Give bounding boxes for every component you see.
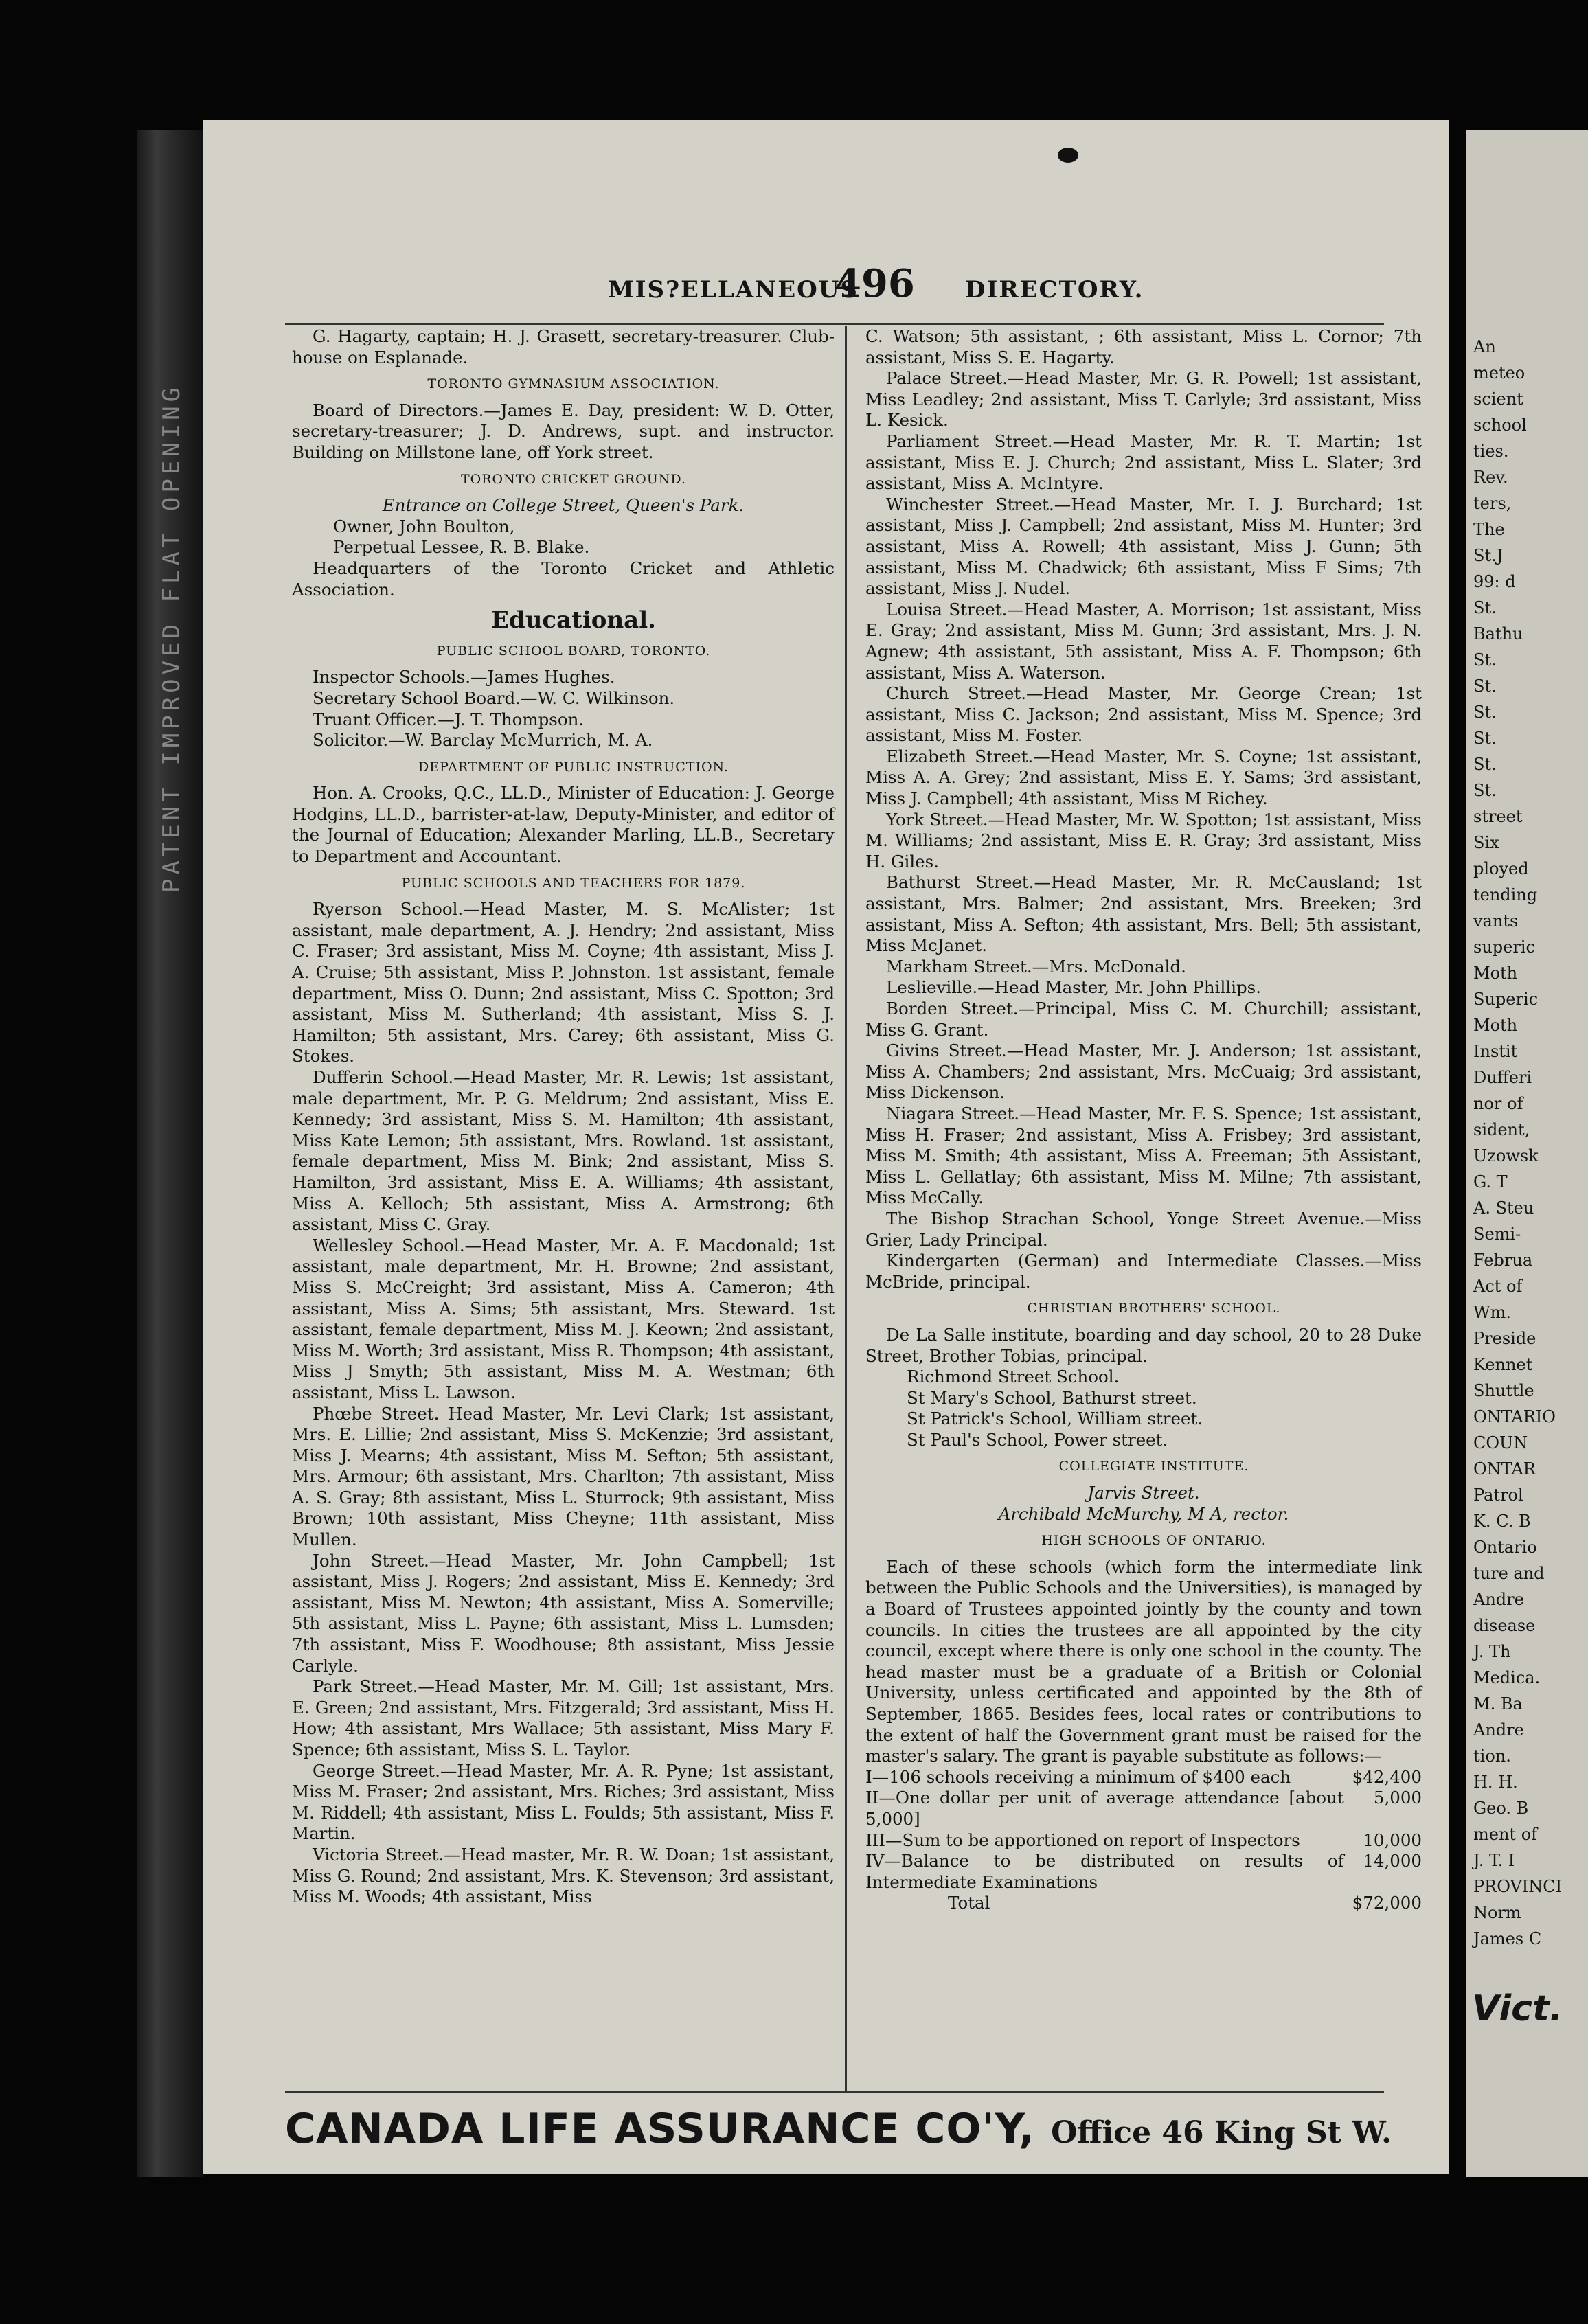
adjacent-page-fragment: The (1473, 520, 1505, 539)
paragraph: Parliament Street.—Head Master, Mr. R. T. Martin; 1st assistant, Miss E. J. Church; 2nd assistant, Miss L. Slater; 3rd assistant, Miss A. McIntyre. (865, 431, 1422, 494)
paragraph: Winchester Street.—Head Master, Mr. I. J. Burchard; 1st assistant, Miss J. Campbell; 2nd assistant, Miss M. Hunter; 3rd assistant, Miss A. Rowell; 4th assistant, Miss J. Gunn; 5th assistant, Miss M. Chadwick; 6th assistant, Miss F Sims; 7th assistant, Miss J. Nudel. (865, 494, 1422, 599)
adjacent-page-fragment: Februa (1473, 1251, 1533, 1270)
adjacent-page-fragment: St. (1473, 781, 1497, 800)
column-divider (845, 326, 847, 2091)
adjacent-page-fragment: Six (1473, 833, 1499, 852)
right-column (865, 326, 1422, 1914)
adjacent-page-fragment: Geo. B (1473, 1799, 1529, 1818)
adjacent-page-fragment: disease (1473, 1616, 1536, 1635)
section-heading: PUBLIC SCHOOLS AND TEACHERS FOR 1879. (401, 875, 746, 891)
paragraph: Truant Officer.—J. T. Thompson. (313, 709, 585, 729)
adjacent-page-fragment: Rev. (1473, 468, 1508, 487)
directory-page (203, 120, 1449, 2174)
advert-banner (285, 2105, 1418, 2167)
section-heading: CHRISTIAN BROTHERS' SCHOOL. (1027, 1301, 1281, 1317)
grant-row (865, 1851, 1422, 1893)
paragraph: Park Street.—Head Master, Mr. M. Gill; 1st assistant, Mrs. E. Green; 2nd assistant, Mrs. Fitzgerald; 3rd assistant, Miss H. How; 4th assistant, Mrs Wallace; 5th assistant, Miss Mary F. Spence; 6th assistant, Miss S. L. Taylor. (292, 1676, 835, 1759)
paragraph: Ryerson School.—Head Master, M. S. McAlister; 1st assistant, male department, A. J. Hendry; 2nd assistant, Miss C. Fraser; 3rd assistant, Miss M. Coyne; 4th assistant, Miss J. A. Cruise; 5th assistant, Miss P. Johnston. 1st assistant, female department, Miss O. Dunn; 2nd assistant, Miss C. Spotton; 3rd assistant, Miss M. Sutherland; 4th assistant, Miss S. J. Hamilton; 5th assistant, Mrs. Carey; 6th assistant, Miss G. Stokes. (292, 899, 835, 1067)
adjacent-page-fragment: COUN (1473, 1433, 1528, 1452)
adjacent-page-fragment: Andre (1473, 1720, 1524, 1740)
paragraph: Church Street.—Head Master, Mr. George Crean; 1st assistant, Miss C. Jackson; 2nd assistant, Miss M. Spence; 3rd assistant, Miss M. Foster. (865, 683, 1422, 746)
paragraph: Leslieville.—Head Master, Mr. John Phillips. (886, 977, 1262, 998)
paragraph: Headquarters of the Toronto Cricket and Athletic Association. (292, 558, 835, 600)
adjacent-page-fragment: sident, (1473, 1120, 1530, 1139)
grant-amount: $42,400 (1352, 1766, 1422, 1787)
adjacent-page-fragment: A. Steu (1473, 1198, 1534, 1218)
adjacent-page-advert: Vict. (1472, 1988, 1563, 2029)
paragraph: Each of these schools (which form the intermediate link between the Public Schools and the Universities), is managed by a Board of Trustees appointed jointly by the county and town councils. In cities the trustees are all appointed by the city council, except where there is only one school in the county. The head master must be a graduate of a British or Colonial University, unless certificated and appointed by the 8th of September, 1865. Besides fees, local rates or contributions to the extent of half the Government grant must be raised for the master's salary. The grant is payable substitute as follows:— (865, 1556, 1422, 1766)
grant-amount: 10,000 (1363, 1830, 1422, 1850)
adjacent-page-fragment: K. C. B (1473, 1512, 1531, 1531)
adjacent-page-edge (1466, 130, 1588, 2177)
paragraph: Bathurst Street.—Head Master, Mr. R. McCausland; 1st assistant, Mrs. Balmer; 2nd assistant, Mrs. Breeken; 3rd assistant, Miss A. Sefton; 4th assistant, Mrs. Bell; 5th assistant, Miss McJanet. (865, 872, 1422, 956)
paragraph: Louisa Street.—Head Master, A. Morrison; 1st assistant, Miss E. Gray; 2nd assistant, Miss M. Gunn; 3rd assistant, Mrs. J. N. Agnew; 4th assistant, 5th assistant, Miss A. F. Thompson; 6th assistant, Miss A. Waterson. (865, 599, 1422, 683)
adjacent-page-fragment: St. (1473, 755, 1497, 774)
section-heading: HIGH SCHOOLS OF ONTARIO. (1041, 1533, 1267, 1549)
adjacent-page-fragment: Act of (1473, 1277, 1523, 1296)
left-column (292, 326, 835, 1908)
header-left-word: MIS?ELLANEOUS (608, 276, 859, 304)
adjacent-page-fragment: Norm (1473, 1903, 1521, 1922)
centered-line: Archibald McMurchy, M A, rector. (998, 1503, 1289, 1524)
adjacent-page-fragment: St.J (1473, 546, 1504, 565)
adjacent-page-fragment: ties. (1473, 442, 1509, 461)
paragraph: Niagara Street.—Head Master, Mr. F. S. Spence; 1st assistant, Miss H. Fraser; 2nd assistant, Miss A. Frisbey; 3rd assistant, Miss M. Smith; 4th assistant, Miss A. Freeman; 5th Assistant, Miss L. Gellatlay; 6th assistant, Miss M. Milne; 7th assistant, Miss McCally. (865, 1103, 1422, 1208)
adjacent-page-fragment: nor of (1473, 1094, 1523, 1113)
adjacent-page-fragment: Superic (1473, 990, 1539, 1009)
adjacent-page-fragment: ters, (1473, 494, 1512, 513)
spine-text: PATENT IMPROVED FLAT OPENING (158, 383, 185, 893)
adjacent-page-fragment: superic (1473, 937, 1535, 957)
indented-line: Perpetual Lessee, R. B. Blake. (333, 537, 590, 558)
section-heading: PUBLIC SCHOOL BOARD, TORONTO. (436, 643, 711, 659)
adjacent-page-fragment: tending (1473, 885, 1538, 904)
adjacent-page-fragment: meteo (1473, 363, 1525, 383)
grant-row (865, 1788, 1422, 1830)
paragraph: Victoria Street.—Head master, Mr. R. W. Doan; 1st assistant, Miss G. Round; 2nd assistant, Mrs. K. Stevenson; 3rd assistant, Miss M. Woods; 4th assistant, Miss (292, 1844, 835, 1907)
adjacent-page-fragment: Moth (1473, 1016, 1518, 1035)
grant-row (865, 1830, 1422, 1852)
right-column-body (865, 326, 1422, 1767)
adjacent-page-fragment: St. (1473, 650, 1497, 670)
adjacent-page-fragment: 99: d (1473, 572, 1516, 591)
adjacent-page-fragment: G. T (1473, 1172, 1508, 1192)
adjacent-page-fragment: Preside (1473, 1329, 1536, 1348)
adjacent-page-fragment: ture and (1473, 1564, 1545, 1583)
header-right-word: DIRECTORY. (965, 276, 1144, 304)
paragraph: De La Salle institute, boarding and day school, 20 to 28 Duke Street, Brother Tobias, principal. (865, 1324, 1422, 1366)
adjacent-page-fragment: Andre (1473, 1590, 1524, 1609)
centered-line: Jarvis Street. (1087, 1483, 1200, 1503)
grant-amount: 5,000 (1373, 1788, 1422, 1808)
adjacent-page-fragment: ployed (1473, 859, 1529, 878)
paragraph: Inspector Schools.—James Hughes. (313, 667, 615, 687)
adjacent-page-fragment: Kennet (1473, 1355, 1533, 1374)
section-title: Educational. (491, 606, 656, 635)
adjacent-page-fragment: Bathu (1473, 624, 1523, 643)
film-border-left (0, 0, 151, 2324)
paragraph: Wellesley School.—Head Master, Mr. A. F. Macdonald; 1st assistant, male department, Mr. H. Browne; 2nd assistant, Miss S. McCreight; 3rd assistant, Miss A. Cameron; 4th assistant, Miss A. Sims; 5th assistant, Mrs. Steward. 1st assistant, female department, Miss M. J. Keown; 2nd assistant, Miss M. Worth; 3rd assistant, Miss R. Thompson; 4th assistant, Miss J Smyth; 5th assistant, Miss M. A. Westman; 6th assistant, Miss L. Lawson. (292, 1235, 835, 1402)
section-heading: COLLEGIATE INSTITUTE. (1058, 1459, 1249, 1474)
paragraph: York Street.—Head Master, Mr. W. Spotton; 1st assistant, Miss M. Williams; 2nd assistant, Miss E. R. Gray; 3rd assistant, Miss H. Giles. (865, 809, 1422, 872)
adjacent-page-fragment: Shuttle (1473, 1381, 1534, 1400)
adjacent-page-fragment: H. H. (1473, 1773, 1518, 1792)
grant-label: II—One dollar per unit of average attendance [about 5,000] (865, 1788, 1344, 1829)
adjacent-page-fragment: St. (1473, 598, 1497, 617)
adjacent-page-fragment: J. T. I (1473, 1851, 1515, 1870)
adjacent-page-fragment: M. Ba (1473, 1694, 1523, 1713)
paragraph: G. Hagarty, captain; H. J. Grasett, secretary-treasurer. Club-house on Esplanade. (292, 326, 835, 367)
grant-amount: $72,000 (1352, 1893, 1422, 1913)
paragraph: C. Watson; 5th assistant, ; 6th assistant, Miss L. Cornor; 7th assistant, Miss S. E. Hagarty. (865, 326, 1422, 367)
paragraph: Palace Street.—Head Master, Mr. G. R. Powell; 1st assistant, Miss Leadley; 2nd assistant, Miss T. Carlyle; 3rd assistant, Miss L. Kesick. (865, 368, 1422, 431)
paragraph: The Bishop Strachan School, Yonge Street Avenue.—Miss Grier, Lady Principal. (865, 1208, 1422, 1250)
adjacent-page-fragment: vants (1473, 911, 1519, 931)
paragraph: Markham Street.—Mrs. McDonald. (886, 956, 1186, 977)
indented-line: St Mary's School, Bathurst street. (907, 1387, 1197, 1408)
grant-label: Total (948, 1893, 990, 1913)
paragraph: Secretary School Board.—W. C. Wilkinson. (313, 687, 675, 708)
grant-label: IV—Balance to be distributed on results of Intermediate Examinations (865, 1851, 1344, 1892)
paragraph: Kindergarten (German) and Intermediate Classes.—Miss McBride, principal. (865, 1251, 1422, 1292)
adjacent-page-fragment: Medica. (1473, 1668, 1541, 1687)
adjacent-page-fragment: St. (1473, 703, 1497, 722)
indented-line: Richmond Street School. (907, 1367, 1120, 1387)
paragraph: Borden Street.—Principal, Miss C. M. Churchill; assistant, Miss G. Grant. (865, 999, 1422, 1040)
adjacent-page-fragment: tion. (1473, 1746, 1511, 1766)
section-heading: TORONTO CRICKET GROUND. (460, 471, 686, 487)
adjacent-page-fragment: scient (1473, 389, 1523, 409)
adjacent-page-fragment: St. (1473, 729, 1497, 748)
page-number: 496 (835, 261, 915, 306)
page-header (608, 261, 1363, 309)
grant-table (865, 1767, 1422, 1914)
adjacent-page-fragment: Wm. (1473, 1303, 1512, 1322)
adjacent-page-fragment: school (1473, 415, 1527, 435)
paragraph: Givins Street.—Head Master, Mr. J. Anderson; 1st assistant, Miss A. Chambers; 2nd assistant, Mrs. McCuaig; 3rd assistant, Miss Dickenson. (865, 1040, 1422, 1103)
grant-label: III—Sum to be apportioned on report of Inspectors (865, 1830, 1300, 1850)
paragraph: Elizabeth Street.—Head Master, Mr. S. Coyne; 1st assistant, Miss A. A. Grey; 2nd assistant, Miss E. Y. Sams; 3rd assistant, Miss J. Campbell; 4th assistant, Miss M Richey. (865, 746, 1422, 809)
centered-line: Entrance on College Street, Queen's Park. (382, 495, 745, 516)
grant-row (865, 1893, 1422, 1914)
paragraph: Hon. A. Crooks, Q.C., LL.D., Minister of Education: J. George Hodgins, LL.D., barrister-at-law, Deputy-Minister, and editor of the Journal of Education; Alexander Marling, LL.B., Secretary to Department and Accountant. (292, 783, 835, 867)
grant-label: I—106 schools receiving a minimum of $400 each (865, 1766, 1291, 1787)
advert-company: CANADA LIFE ASSURANCE CO'Y, (285, 2105, 1036, 2153)
adjacent-page-fragment: PROVINCI (1473, 1877, 1563, 1896)
ink-blot (1058, 148, 1078, 163)
adjacent-page-fragment: Semi- (1473, 1224, 1521, 1244)
grant-row (865, 1767, 1422, 1788)
adjacent-page-fragment: ONTAR (1473, 1459, 1536, 1479)
adjacent-page-fragment: ment of (1473, 1825, 1538, 1844)
section-heading: DEPARTMENT OF PUBLIC INSTRUCTION. (418, 759, 729, 775)
adjacent-page-fragment: James C (1473, 1929, 1542, 1948)
indented-line: St Paul's School, Power street. (907, 1429, 1168, 1450)
paragraph: John Street.—Head Master, Mr. John Campbell; 1st assistant, Miss J. Rogers; 2nd assistant, Miss E. Kennedy; 3rd assistant, Miss M. Newton; 4th assistant, Miss A. Somerville; 5th assistant, Miss L. Payne; 6th assistant, Miss L. Lumsden; 7th assistant, Miss F. Woodhouse; 8th assistant, Miss Jessie Carlyle. (292, 1550, 835, 1676)
adjacent-page-fragment: St. (1473, 676, 1497, 696)
header-rule (285, 323, 1384, 325)
adjacent-page-fragment: Patrol (1473, 1485, 1523, 1505)
footer-rule (285, 2091, 1384, 2093)
adjacent-page-fragment: An (1473, 337, 1496, 356)
paragraph: Dufferin School.—Head Master, Mr. R. Lewis; 1st assistant, male department, Mr. P. G. Meldrum; 2nd assistant, Miss E. Kennedy; 3rd assistant, Miss S. M. Hamilton; 4th assistant, Miss Kate Lemon; 5th assistant, Mrs. Rowland. 1st assistant, female department, Miss M. Bink; 2nd assistant, Miss S. Hamilton, 3rd assistant, Miss E. A. Williams; 4th assistant, Miss A. Kelloch; 5th assistant, Miss A. Armstrong; 6th assistant, Miss C. Gray. (292, 1067, 835, 1235)
paragraph: George Street.—Head Master, Mr. A. R. Pyne; 1st assistant, Miss M. Fraser; 2nd assistant, Mrs. Riches; 3rd assistant, Miss M. Riddell; 4th assistant, Miss L. Foulds; 5th assistant, Miss F. Martin. (292, 1760, 835, 1844)
paragraph: Phœbe Street. Head Master, Mr. Levi Clark; 1st assistant, Mrs. E. Lillie; 2nd assistant, Miss S. McKenzie; 3rd assistant, Miss J. Mearns; 4th assistant, Miss M. Sefton; 5th assistant, Mrs. Armour; 6th assistant, Mrs. Charlton; 7th assistant, Miss A. S. Gray; 8th assistant, Miss L. Sturrock; 9th assistant, Miss Brown; 10th assistant, Miss Cheyne; 11th assistant, Miss Mullen. (292, 1403, 835, 1550)
adjacent-page-fragment: street (1473, 807, 1523, 826)
section-heading: TORONTO GYMNASIUM ASSOCIATION. (427, 376, 720, 392)
adjacent-page-fragment: Instit (1473, 1042, 1518, 1061)
adjacent-page-fragment: J. Th (1473, 1642, 1511, 1661)
grant-amount: 14,000 (1363, 1851, 1422, 1871)
paragraph: Solicitor.—W. Barclay McMurrich, M. A. (313, 730, 653, 751)
adjacent-page-fragment: Ontario (1473, 1538, 1537, 1557)
adjacent-page-fragment: Dufferi (1473, 1068, 1532, 1087)
paragraph: Board of Directors.—James E. Day, president: W. D. Otter, secretary-treasurer; J. D. Andrews, supt. and instructor. Building on Millstone lane, off York street. (292, 400, 835, 462)
adjacent-page-fragment: Moth (1473, 964, 1518, 983)
advert-office: Office 46 King St W. (1051, 2115, 1392, 2150)
indented-line: St Patrick's School, William street. (907, 1409, 1203, 1429)
adjacent-page-fragment: ONTARIO (1473, 1407, 1556, 1426)
indented-line: Owner, John Boulton, (333, 516, 515, 536)
adjacent-page-fragment: Uzowsk (1473, 1146, 1539, 1165)
